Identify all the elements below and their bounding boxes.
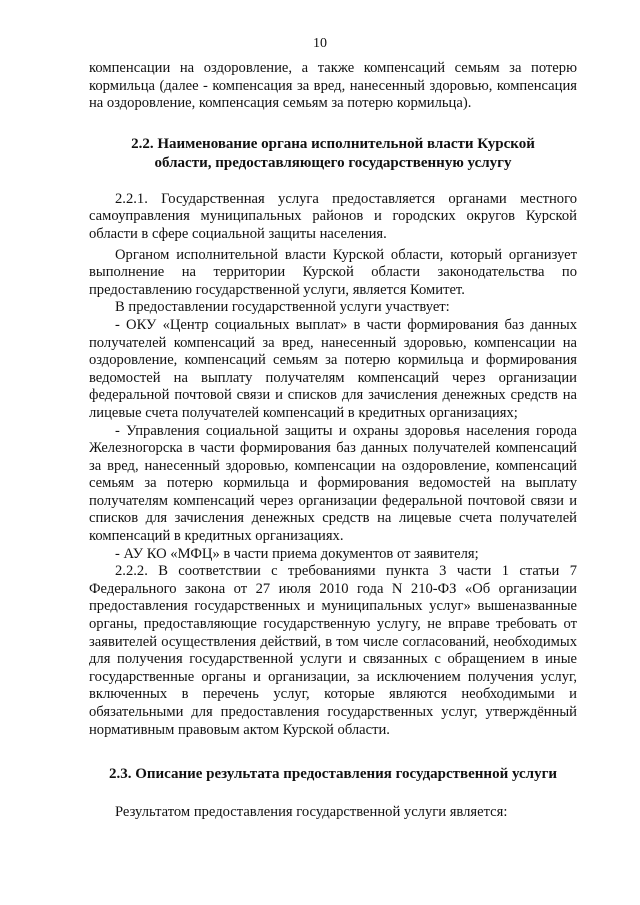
- page-content: [89, 60, 577, 822]
- paragraph-2-2-2: 2.2.2. В соответствии с требованиями пункта 3 части 1 статьи 7 Федерального закона от 27 июля 2010 года N 210-ФЗ «Об организации предоставления государственных и муниципальных услуг» вышеназванные органы, предоставляющие государственную услугу, не вправе требовать от заявителей осуществления действий, в том числе согласований, необходимых для получения государственной услуги и связанных с обращением в иные государственные органы и организации, за исключением получения услуг, включенных в перечень услуг, которые являются необходимыми и обязательными для предоставления государственных услуг, утверждённый нормативным правовым актом Курской области.: [89, 563, 577, 738]
- paragraph-executive-body: Органом исполнительной власти Курской области, который организует выполнение на территории Курской области законодательства по предоставлению государственной услуги, является Комитет.: [89, 246, 577, 298]
- paragraph-participants-intro: В предоставлении государственной услуги участвует:: [115, 299, 450, 316]
- paragraph-mfc: - АУ КО «МФЦ» в части приема документов от заявителя;: [115, 545, 479, 562]
- paragraph-compensation-continuation: компенсации на оздоровление, а также компенсаций семьям за потерю кормильца (далее - компенсация за вред, нанесенный здоровью, компенсация на оздоровление, компенсация семьям за потерю кормильца).: [89, 60, 577, 112]
- section-heading-2-3: 2.3. Описание результата предоставления государственной услуги: [108, 766, 558, 783]
- paragraph-zheleznogorsk-department: - Управления социальной защиты и охраны здоровья населения города Железногорска в части формирования баз данных получателей компенсаций за вред, нанесенный здоровью, компенсации на оздоровление, компенсаций семьям за потерю кормильца и формирования ведомостей на выплату получателям компенсаций через организации федеральной почтовой связи и списков для зачисления денежных средств на лицевые счета получателей компенсаций в кредитных организациях.: [89, 422, 577, 545]
- section-heading-2-2: 2.2. Наименование органа исполнительной власти Курской области, предоставляющего государственную услугу: [131, 135, 535, 171]
- paragraph-result-intro: Результатом предоставления государственной услуги является:: [115, 804, 508, 821]
- paragraph-2-2-1: 2.2.1. Государственная услуга предоставляется органами местного самоуправления муниципальных районов и городских округов Курской области в сфере социальной защиты населения.: [89, 190, 577, 242]
- paragraph-oku-center: - ОКУ «Центр социальных выплат» в части формирования баз данных получателей компенсаций за вред, нанесенный здоровью, компенсации на оздоровление, компенсаций семьям за потерю кормильца и формирования ведомостей на выплату получателям компенсаций через организации федеральной почтовой связи и списков для зачисления денежных средств на лицевые счета получателей компенсаций в кредитных организациях;: [89, 316, 577, 421]
- page-number: 10: [313, 36, 327, 51]
